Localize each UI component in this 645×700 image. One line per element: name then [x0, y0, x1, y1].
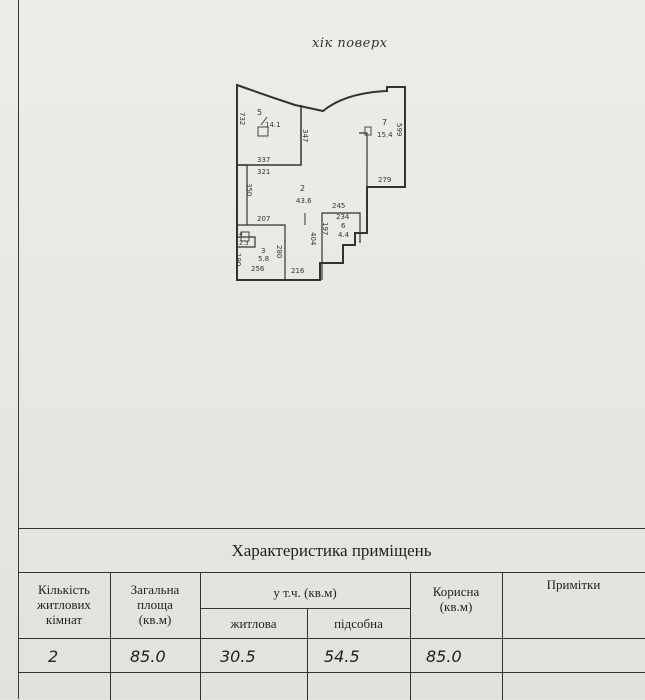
value-total-area: 85.0 — [130, 647, 166, 666]
dimension: 350 — [245, 183, 253, 197]
table-rule — [200, 608, 410, 609]
dimension: 190 — [234, 253, 242, 267]
room-area: 5.8 — [258, 255, 270, 263]
value-auxiliary-area: 54.5 — [324, 647, 360, 666]
room-number: 4 — [239, 231, 243, 238]
room-number: 2 — [300, 184, 306, 193]
room-area: 14.1 — [265, 121, 281, 129]
value-useful-area: 85.0 — [426, 647, 462, 666]
header-rooms-count: Кількість житлових кімнат — [37, 582, 91, 627]
room-number: 7 — [382, 118, 388, 127]
room-area: 2.3 — [239, 240, 249, 247]
header-total-area: Загальна площа (кв.м) — [130, 582, 180, 627]
header-notes: Примітки — [546, 577, 601, 592]
header-useful-area: Корисна (кв.м) — [432, 584, 480, 614]
room-area: 15.4 — [377, 131, 393, 139]
header-auxiliary: підсобна — [334, 616, 383, 631]
value-rooms-count: 2 — [48, 647, 59, 666]
dimension: 280 — [275, 245, 283, 259]
room-area: 43.6 — [296, 197, 312, 205]
room-area: 4.4 — [338, 231, 350, 239]
dimension: 216 — [291, 267, 305, 275]
dimension: 321 — [257, 168, 271, 176]
table-rule — [18, 572, 645, 573]
header-including: у т.ч. (кв.м) — [273, 585, 337, 600]
dimension: 337 — [257, 156, 271, 164]
dimension: 234 — [336, 213, 350, 221]
table-rule — [18, 638, 645, 639]
floor-plan — [225, 75, 420, 285]
floor-caption: хік поверх — [312, 36, 388, 51]
table-rule — [18, 672, 645, 673]
dimension: 347 — [301, 129, 309, 143]
dimension: 404 — [309, 232, 317, 246]
dimension: 279 — [378, 176, 392, 184]
table-title: Характеристика приміщень — [231, 541, 432, 560]
dimension: 207 — [257, 215, 271, 223]
room-number: 3 — [261, 247, 266, 255]
value-living-area: 30.5 — [220, 647, 256, 666]
dimension: 256 — [251, 265, 265, 273]
rooms-characteristics-table — [18, 528, 645, 700]
header-living: житлова — [230, 616, 277, 631]
room-number: 6 — [341, 222, 346, 230]
dimension: 732 — [238, 112, 246, 126]
dimension: 599 — [395, 123, 403, 137]
dimension: 197 — [321, 222, 329, 236]
dimension: 245 — [332, 202, 346, 210]
room-number: 5 — [257, 108, 263, 117]
